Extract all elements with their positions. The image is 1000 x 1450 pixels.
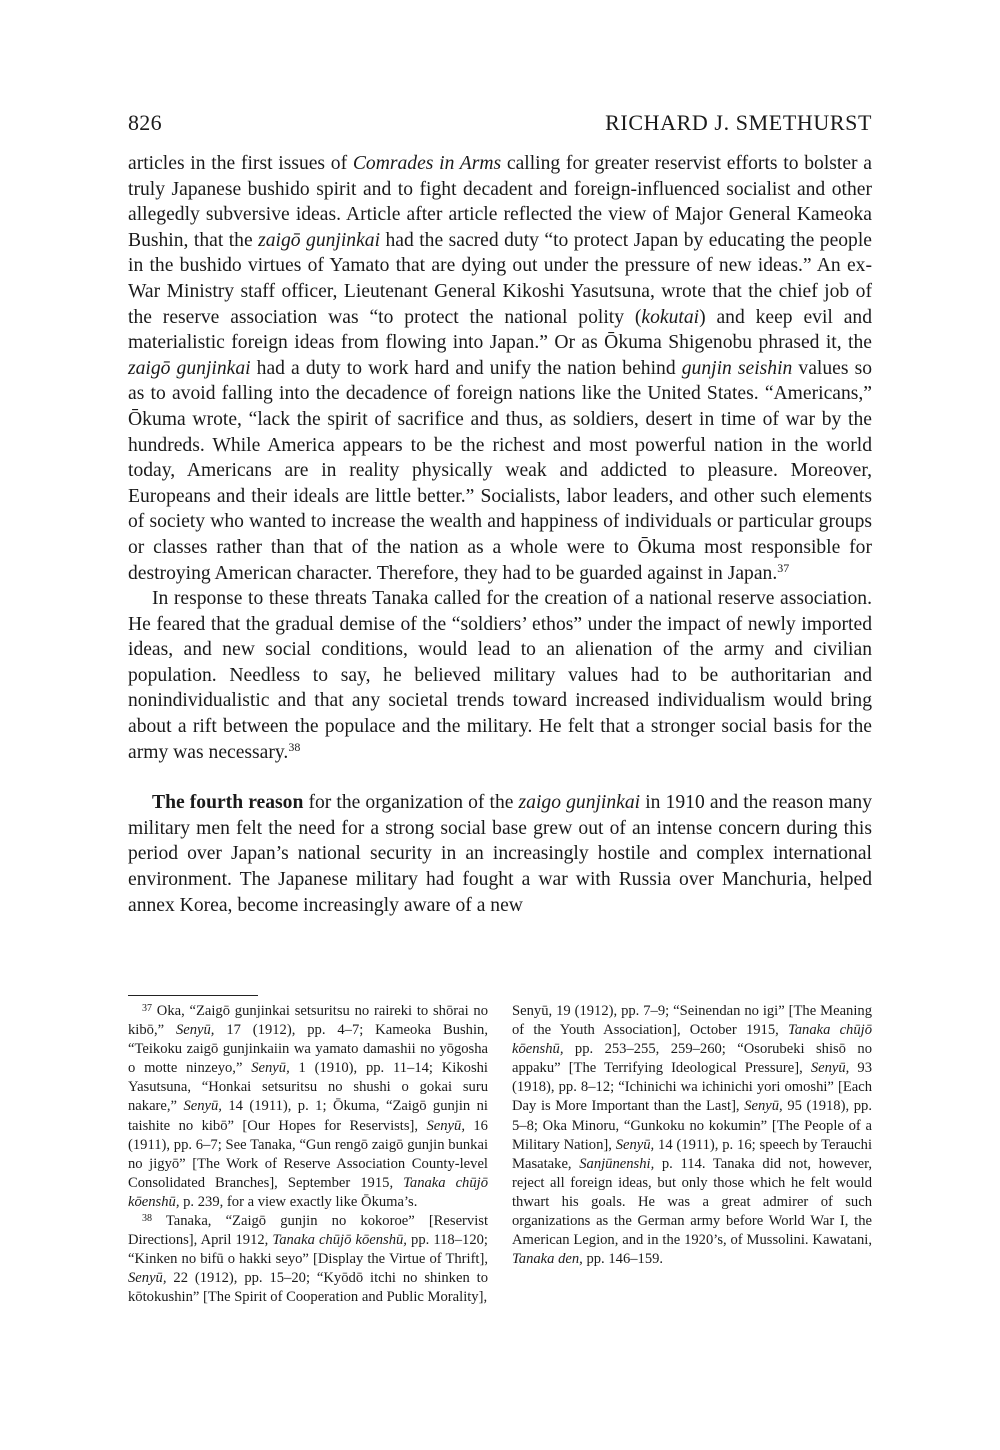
paragraph-1: articles in the first issues of Comrades in Arms calling for greater reservist efforts to bolster a truly Japanese bushido spirit and to fight decadent and foreign-influenced socialist and other allegedly subversive ideas. Article after article reflected the view of Major General Kameoka Bushin, that the zaigō gunjinkai had the sacred duty “to protect Japan by educating the people in the bushido virtues of Yamato that are dying out under the pressure of new ideas.” An ex-War Ministry staff officer, Lieutenant General Kikoshi Yasutsuna, wrote that the chief job of the reserve association was “to protect the national polity (kokutai) and keep evil and materialistic foreign ideas from flowing into Japan.” Or as Ōkuma Shigenobu phrased it, the zaigō gunjinkai had a duty to work hard and unify the nation behind gunjin seishin values so as to avoid falling into the decadence of foreign nations like the United States. “Americans,” Ōkuma wrote, “lack the spirit of sacrifice and thus, as soldiers, desert in time of war by the hundreds. While America appears to be the richest and most powerful nation in the world today, Americans are in reality physically weak and addicted to pleasure. Moreover, Europeans and their ideals are little better.” Socialists, labor leaders, and other such elements of society who wanted to increase the wealth and happiness of individuals or particular groups or classes rather than that of the nation as a whole were to Ōkuma most responsible for destroying American character. Therefore, they had to be guarded against in Japan.$^{37}$ [128,153,873,584]
section-lead-in: The fourth reason [152,792,304,814]
page-header [128,110,872,140]
footnote-rule [128,995,258,996]
footnote-ref-37[interactable]: 37 [777,560,790,575]
paragraph-3: The fourth reason for the organization of the zaigo gunjinkai in 1910 and the reason many military men felt the need for a strong social base grew out of an intense concern during this period over Japan’s national security in an increasingly hostile and complex international environment. The Japanese military had fought a war with Russia over Manchuria, helped annex Korea, become increasingly aware of a new [128,792,873,916]
page-number: 826 [128,110,162,135]
footnote-38: $^{38}$ Tanaka, “Zaigō gunjin no kokoroe” [Reservist Directions], April 1912, Tanaka chūjō kōenshū, pp. 118–120; “Kinken no bifū o hakki seyo” [Display the Virtue of Thrift], Senyū, 22 (1912), pp. 15–20; “Kyōdō itchi no shinken to kōtokushin” [The Spirit of Cooperation and Public Morality], [128,1213,488,1306]
body-text [128,151,872,918]
paragraph-2: In response to these threats Tanaka called for the creation of a national reserve association. He feared that the gradual demise of the “soldiers’ ethos” under the impact of newly imported ideas, and new social conditions, would lead to an alienation of the army and civilian population. Needless to say, he believed military values had to be authoritarian and nonindividualistic and that any societal trends toward increased individualism would bring about a rift between the populace and the military. He felt that a stronger social basis for the army was necessary.$^{38}$ [128,588,872,763]
footnotes [128,1002,872,1347]
running-head-author: RICHARD J. SMETHURST [605,110,872,135]
footnote-38-continued: Senyū, 19 (1912), pp. 7–9; “Seinendan no igi” [The Meaning of the Youth Association], October 1915, Tanaka chūjō kōenshū, pp. 253–255, 259–260; “Osorubeki shisō no appaku” [The Terrifying Ideological Pressure], Senyū, 93 (1918), pp. 8–12; “Ichinichi wa ichinichi yori omoshi” [Each Day is More Important than the Last], Senyū, 95 (1918), pp. 5–8; Oka Minoru, “Gunkoku no kokumin” [The People of a Military Nation], Senyū, 14 (1911), p. 16; speech by Terauchi Masatake, Sanjūnenshi, p. 114. Tanaka did not, however, reject all foreign ideas, but only those which he felt would thwart his goals. He was a great admirer of such organizations as the German army before World War I, the American Legion, and in the 1920’s, of Mussolini. Kawatani, Tanaka den, pp. 146–159. [512,1003,872,1268]
footnote-column-left [128,1002,488,1308]
footnote-37: $^{37}$ Oka, “Zaigō gunjinkai setsuritsu no raireki to shōrai no kibō,” Senyū, 17 (1912), pp. 4–7; Kameoka Bushin, “Teikoku zaigō gunjinkaiin wa yamato damashii no yōgosha o motte ninzeyo,” Senyū, 1 (1910), pp. 11–14; Kikoshi Yasutsuna, “Honkai setsuritsu no shushi o gokai suru nakare,” Senyū, 14 (1911), p. 1; Ōkuma, “Zaigō gunjin ni taishite no kibō” [Our Hopes for Reservists], Senyū, 16 (1911), pp. 6–7; See Tanaka, “Gun rengō zaigō gunjin bunkai no jigyō” [The Work of Reserve Association County-level Consolidated Branches], September 1915, Tanaka chūjō kōenshū, p. 239, for a view exactly like Ōkuma’s. [128,1003,488,1210]
footnote-ref-38[interactable]: 38 [288,739,301,754]
footnote-column-right [512,1002,872,1269]
